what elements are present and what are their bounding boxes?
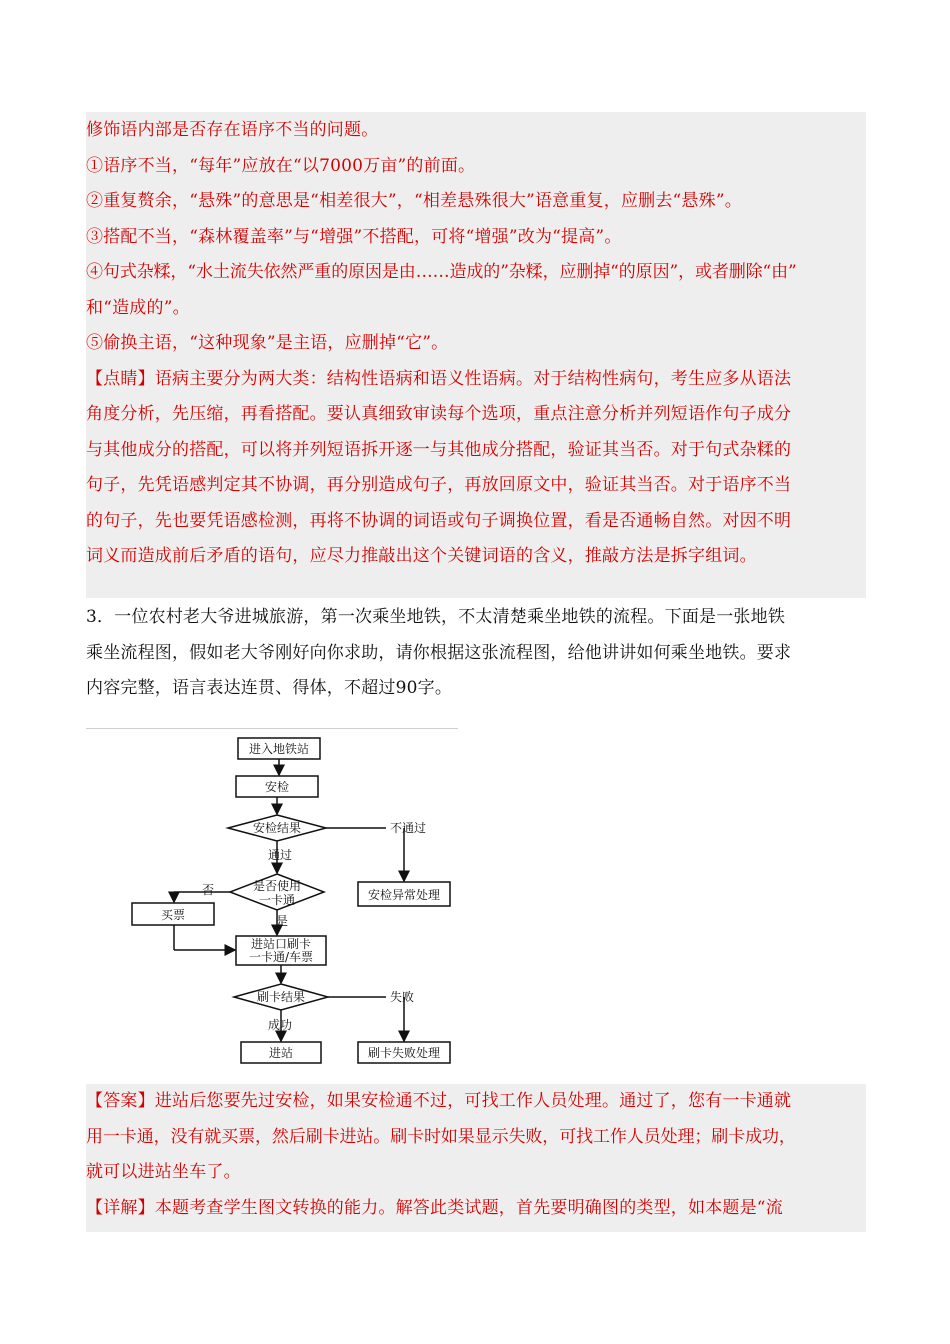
answer-line: [86, 1084, 866, 1120]
tip-line: 的句子，先也要凭语感检测，再将不协调的词语或句子调换位置，看是否通畅自然。对因不明: [86, 510, 792, 531]
tip-line: 角度分析，先压缩，再看搭配。要认真细致审读每个选项，重点注意分析并列短语作句子成分: [86, 404, 792, 424]
tip-line: 句子，先凭语感判定其不协调，再分别造成句子，再放回原文中，验证其当否。对于语序不当: [86, 475, 792, 495]
answer-text: 进站后您要先过安检，如果安检通不过，可找工作人员处理。通过了，您有一卡通就: [154, 1091, 792, 1111]
swipe-fail-handling-label: 刷卡失败处理: [367, 1046, 441, 1060]
gate-label-1: 进站口刷卡: [250, 937, 312, 951]
security-label: 安检: [264, 780, 290, 794]
subway-flowchart: [86, 728, 466, 1073]
detail-text: 本题考查学生图文转换的能力。解答此类试题，首先要明确图的类型，如本题是“流: [154, 1197, 783, 1218]
enter-station-label: 进入地铁站: [248, 742, 310, 756]
question-line: 3．一位农村老大爷进城旅游，第一次乘坐地铁，不太清楚乘坐地铁的流程。下面是一张地铁: [86, 607, 786, 627]
analysis-item: ②重复赘余，“悬殊”的意思是“相差很大”，“相差悬殊很大”语意重复，应删去“悬殊”。: [86, 191, 742, 211]
gate-label-2: 一卡通/车票: [248, 950, 314, 964]
analysis-item: ③搭配不当，“森林覆盖率”与“增强”不搭配，可将“增强”改为“提高”。: [86, 226, 622, 247]
enter-label: 进站: [268, 1046, 294, 1060]
tip-text: 语病主要分为两大类：结构性语病和语义性语病。对于结构性病句，考生应多从语法: [154, 368, 792, 389]
security-result-label: 安检结果: [252, 821, 302, 835]
detail-line: [86, 1191, 866, 1227]
no-label: 否: [201, 883, 215, 897]
yes-label: 是: [275, 914, 289, 928]
answer-line: 就可以进站坐车了。: [86, 1162, 241, 1182]
fail-label: 不通过: [389, 821, 427, 835]
question-line: 乘坐流程图，假如老大爷刚好向你求助，请你根据这张流程图，给他讲讲如何乘坐地铁。要求: [86, 642, 792, 663]
question-block: [86, 600, 866, 707]
tip-line: 词义而造成前后矛盾的语句，应尽力推敲出这个关键词语的含义，推敲方法是拆字组词。: [86, 546, 757, 566]
security-exception-label: 安检异常处理: [367, 888, 441, 902]
analysis-item: ①语序不当，“每年”应放在“以7000万亩”的前面。: [86, 155, 476, 176]
tip-line: [86, 362, 866, 398]
analysis-block: [86, 112, 866, 598]
question-line: 内容完整，语言表达连贯、得体，不超过90字。: [86, 678, 453, 698]
card-question-label-2: 一卡通: [258, 893, 296, 907]
analysis-intro: 修饰语内部是否存在语序不当的问题。: [86, 120, 379, 140]
analysis-item: ⑤偷换主语，“这种现象”是主语，应删掉“它”。: [86, 333, 449, 353]
buy-ticket-label: 买票: [160, 908, 186, 922]
answer-line: 用一卡通，没有就买票，然后刷卡进站。刷卡时如果显示失败，可找工作人员处理；刷卡成功，: [86, 1126, 796, 1147]
answer-tag: 【答案】: [86, 1091, 155, 1111]
swipe-result-label: 刷卡结果: [256, 990, 306, 1004]
analysis-item: 和“造成的”。: [86, 297, 190, 318]
swipe-success-label: 成功: [267, 1018, 293, 1032]
swipe-fail-label: 失败: [389, 990, 415, 1004]
answer-block: [86, 1084, 866, 1232]
card-question-label-1: 是否使用: [252, 879, 302, 893]
analysis-item: ④句式杂糅，“水土流失依然严重的原因是由……造成的”杂糅，应删掉“的原因”，或者删除“由”: [86, 262, 797, 282]
pass-label: 通过: [267, 848, 293, 862]
tip-tag: 【点睛】: [86, 368, 155, 389]
detail-tag: 【详解】: [86, 1197, 155, 1218]
tip-line: 与其他成分的搭配，可以将并列短语拆开逐一与其他成分搭配，验证其当否。对于句式杂糅的: [86, 439, 792, 460]
